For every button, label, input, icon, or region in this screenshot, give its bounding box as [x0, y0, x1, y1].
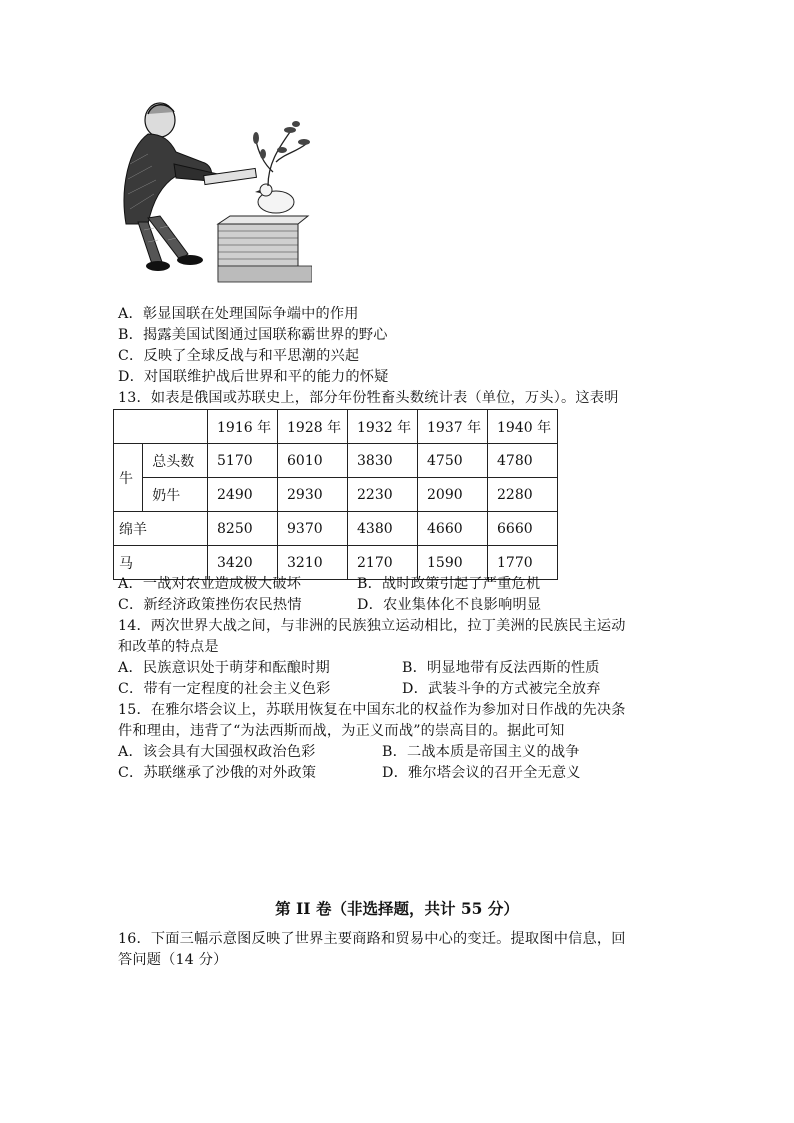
table-row	[114, 478, 558, 512]
q15-stem-line1: 15．在雅尔塔会议上，苏联用恢复在中国东北的权益作为参加对日作战的先决条	[118, 702, 626, 718]
table-row-label: 马	[114, 546, 208, 580]
q12-option-b: B．揭露美国试图通过国联称霸世界的野心	[118, 327, 388, 343]
table-year-header: 1940 年	[488, 410, 558, 444]
table-cell: 1770	[488, 546, 558, 580]
q14-option-d: D．武装斗争的方式被完全放弃	[402, 681, 601, 697]
q16-line2: 答问题（14 分）	[118, 952, 228, 968]
q13-option-a: A．一战对农业造成极大破坏	[118, 576, 302, 592]
table-row-label: 总头数	[143, 444, 208, 478]
table-cell: 2490	[208, 478, 278, 512]
table-year-header: 1928 年	[278, 410, 348, 444]
table-cell: 5170	[208, 444, 278, 478]
table-year-header: 1916 年	[208, 410, 278, 444]
table-year-header: 1932 年	[348, 410, 418, 444]
table-cell: 4750	[418, 444, 488, 478]
q14-option-b: B．明显地带有反法西斯的性质	[402, 660, 600, 676]
table-cell: 2170	[348, 546, 418, 580]
part2-heading: 第 II 卷（非选择题，共计 55 分）	[275, 899, 519, 918]
q15-option-a: A．该会具有大国强权政治色彩	[118, 744, 316, 760]
q15-stem-line2: 件和理由，违背了“为法西斯而战，为正义而战”的崇高目的。据此可知	[118, 723, 565, 739]
table-cell: 4380	[348, 512, 418, 546]
q15-option-b: B．二战本质是帝国主义的战争	[382, 744, 580, 760]
q14-option-a: A．民族意识处于萌芽和酝酿时期	[118, 660, 330, 676]
q14-stem-line2: 和改革的特点是	[118, 639, 219, 655]
q12-option-c: C．反映了全球反战与和平思潮的兴起	[118, 348, 360, 364]
table-cell: 9370	[278, 512, 348, 546]
q15-option-d: D．雅尔塔会议的召开全无意义	[382, 765, 581, 781]
table-cell: 6010	[278, 444, 348, 478]
table-year-header: 1937 年	[418, 410, 488, 444]
table-cell: 3830	[348, 444, 418, 478]
q13-option-b: B．战时政策引起了严重危机	[357, 576, 541, 592]
table-cell: 8250	[208, 512, 278, 546]
table-cell: 2930	[278, 478, 348, 512]
table-row	[114, 444, 558, 478]
livestock-table	[113, 409, 558, 580]
q12-option-a: A．彰显国联在处理国际争端中的作用	[118, 306, 359, 322]
table-cell: 2230	[348, 478, 418, 512]
table-cell: 2090	[418, 478, 488, 512]
cartoon-illustration	[118, 94, 312, 284]
table-cell: 3420	[208, 546, 278, 580]
table-row	[114, 512, 558, 546]
table-cell: 1590	[418, 546, 488, 580]
table-cell: 6660	[488, 512, 558, 546]
q15-option-c: C．苏联继承了沙俄的对外政策	[118, 765, 317, 781]
table-row-label: 绵羊	[114, 512, 208, 546]
q14-stem-line1: 14．两次世界大战之间，与非洲的民族独立运动相比，拉丁美洲的民族民主运动	[118, 618, 626, 634]
q13-stem: 13．如表是俄国或苏联史上，部分年份牲畜头数统计表（单位，万头）。这表明	[118, 390, 619, 406]
table-cell: 4660	[418, 512, 488, 546]
table-cell: 4780	[488, 444, 558, 478]
q16-line1: 16．下面三幅示意图反映了世界主要商路和贸易中心的变迁。提取图中信息，回	[118, 931, 626, 947]
q13-option-c: C．新经济政策挫伤农民热情	[118, 597, 302, 613]
table-cattle-label: 牛	[114, 444, 143, 512]
q14-option-c: C．带有一定程度的社会主义色彩	[118, 681, 331, 697]
q13-option-d: D．农业集体化不良影响明显	[357, 597, 542, 613]
table-corner-cell	[114, 410, 208, 444]
cartoon-man-feeding-dove-icon	[118, 94, 312, 284]
table-row-label: 奶牛	[143, 478, 208, 512]
table-cell: 2280	[488, 478, 558, 512]
table-header-row	[114, 410, 558, 444]
q12-option-d: D．对国联维护战后世界和平的能力的怀疑	[118, 369, 389, 385]
table-cell: 3210	[278, 546, 348, 580]
